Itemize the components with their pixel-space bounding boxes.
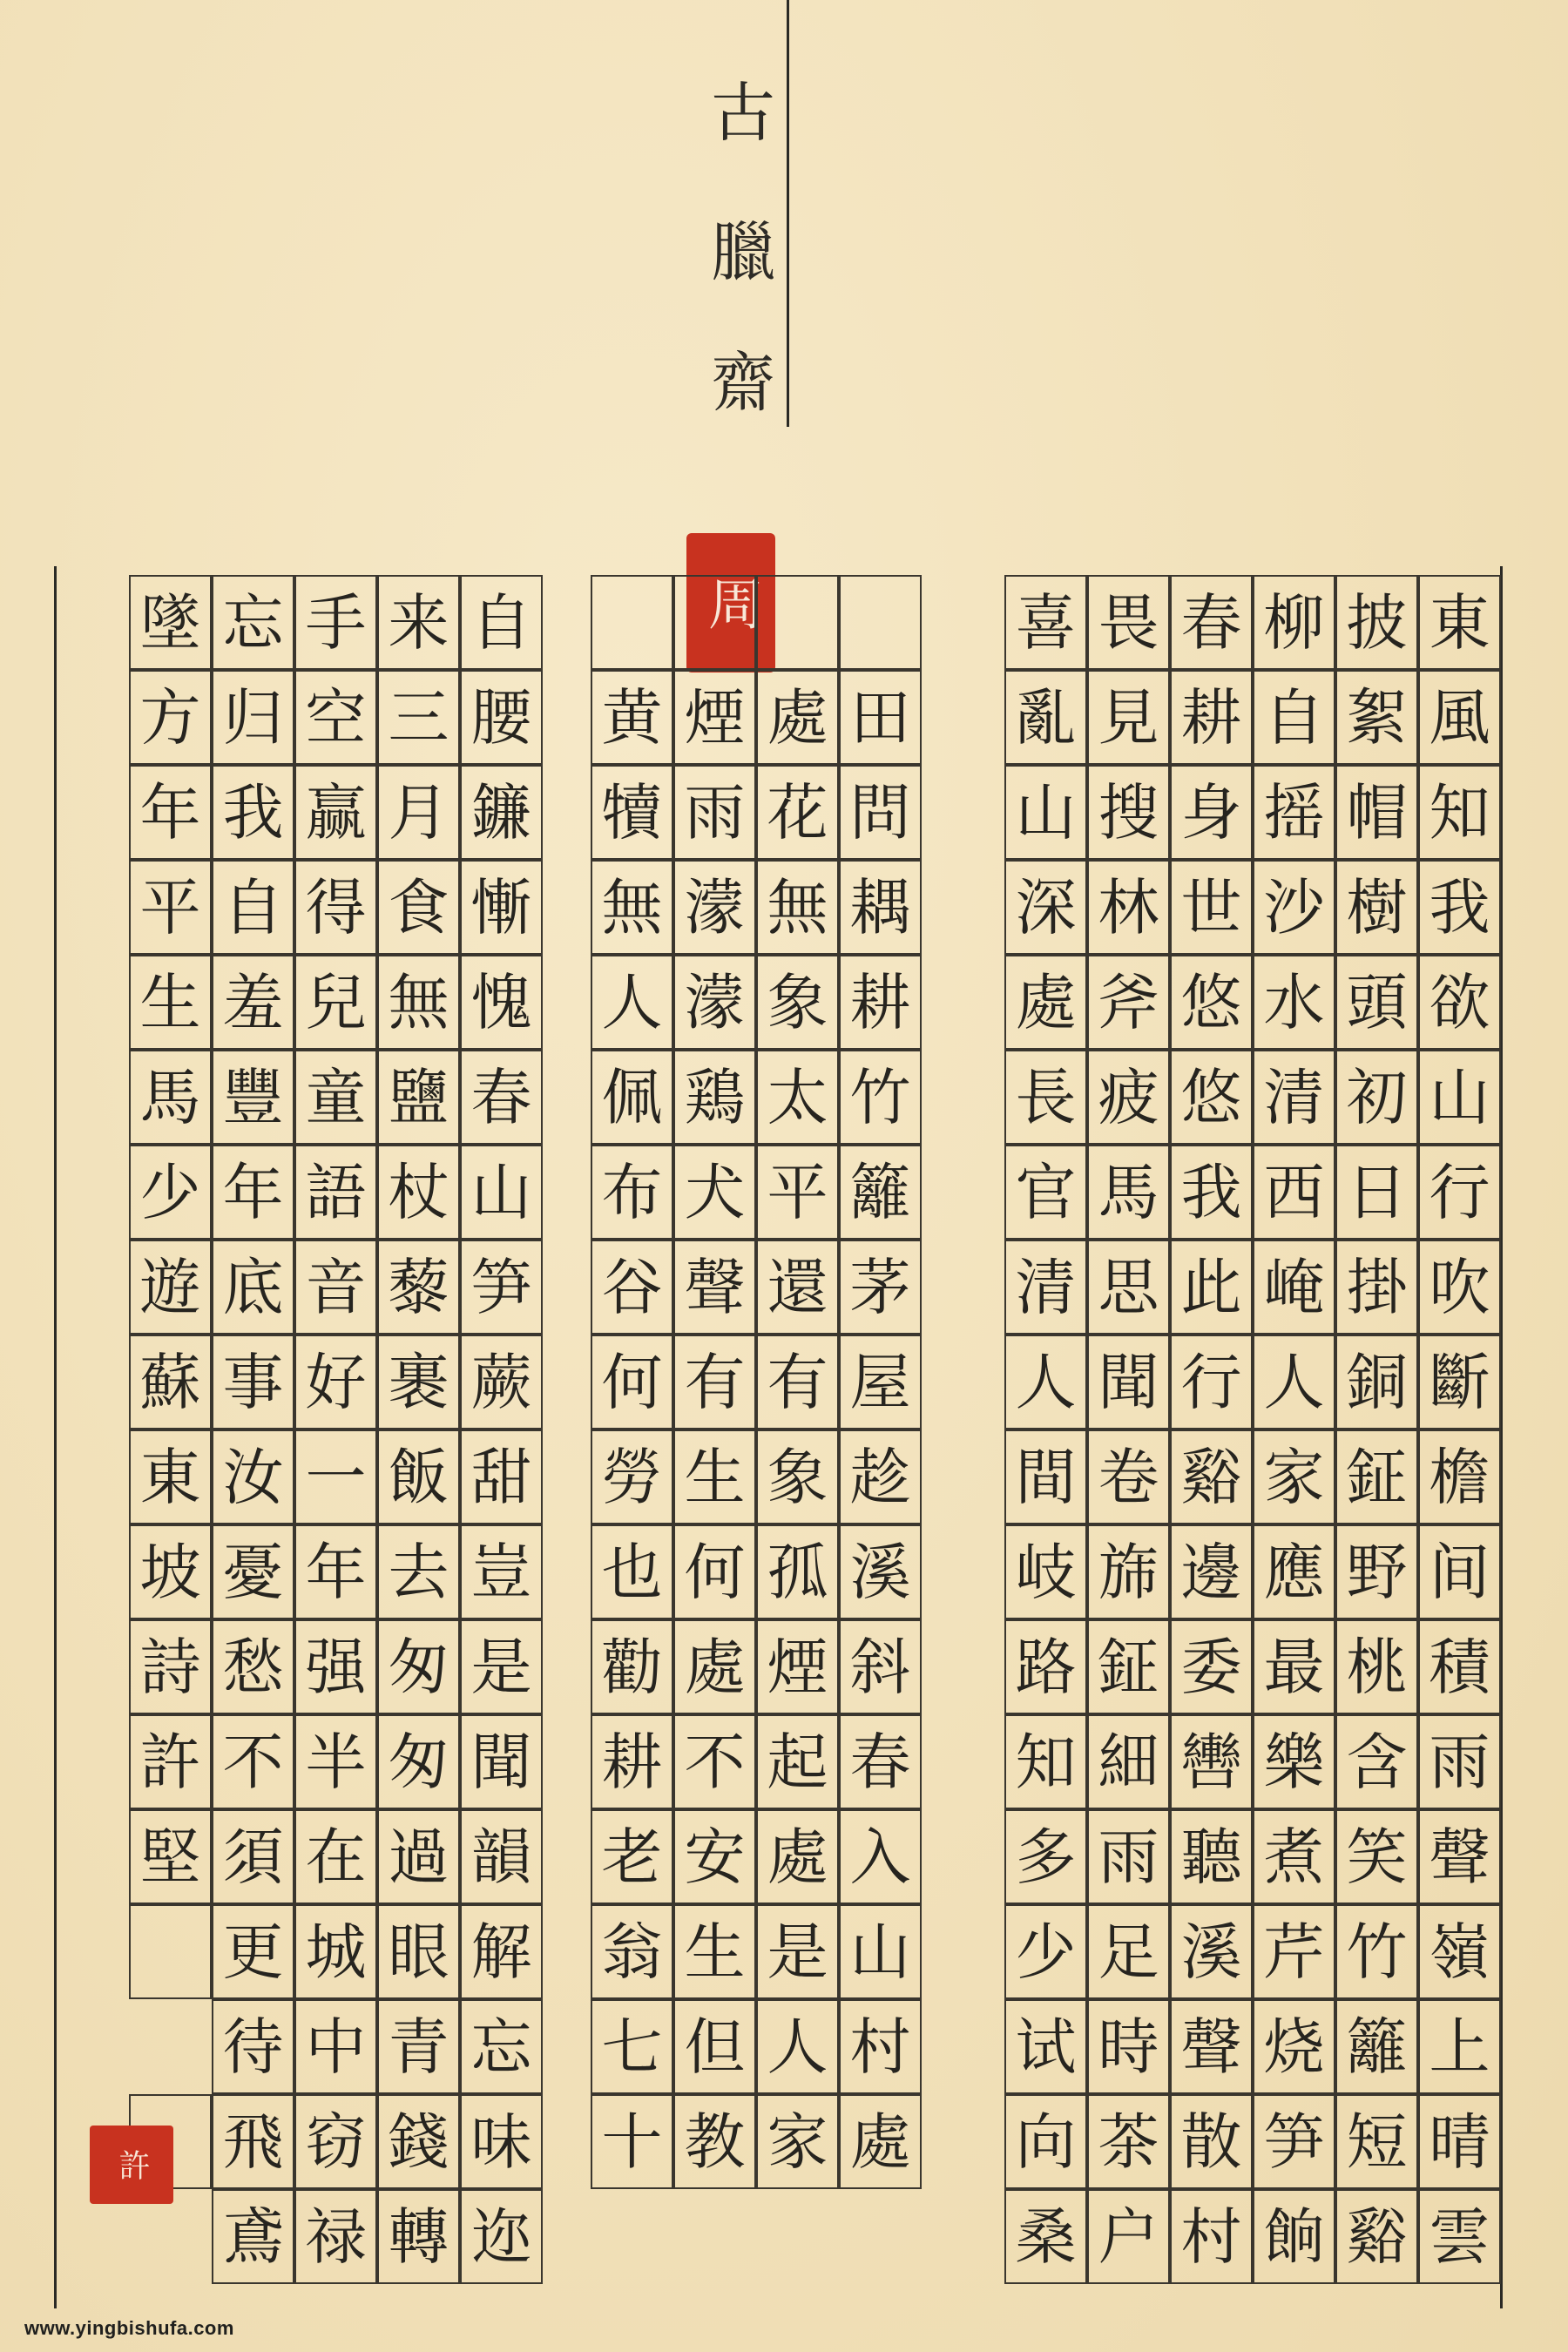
char-cell: 笑 — [1335, 1809, 1418, 1904]
char-cell: 好 — [294, 1335, 377, 1429]
char-cell: 此 — [1170, 1240, 1253, 1335]
char-cell: 樹 — [1335, 860, 1418, 955]
char-cell: 入 — [839, 1809, 922, 1904]
char-cell: 清 — [1004, 1240, 1087, 1335]
title-char-2: 臘 — [711, 215, 775, 290]
char-cell: 雨 — [1087, 1809, 1170, 1904]
char-cell: 间 — [1418, 1524, 1501, 1619]
char-cell: 路 — [1004, 1619, 1087, 1714]
char-cell: 初 — [1335, 1050, 1418, 1145]
title-char-3: 齋 — [711, 346, 775, 421]
char-cell: 匆 — [377, 1619, 460, 1714]
char-cell: 墜 — [129, 575, 212, 670]
char-cell: 斷 — [1418, 1335, 1501, 1429]
char-cell: 邊 — [1170, 1524, 1253, 1619]
char-cell: 雲 — [1418, 2189, 1501, 2284]
watermark-url: www.yingbishufa.com — [24, 2317, 234, 2339]
char-cell: 還 — [756, 1240, 839, 1335]
char-cell: 摇 — [1253, 765, 1335, 860]
char-cell: 但 — [673, 1999, 756, 2094]
char-cell: 待 — [212, 1999, 294, 2094]
char-cell: 問 — [839, 765, 922, 860]
char-cell: 强 — [294, 1619, 377, 1714]
char-cell: 腰 — [460, 670, 543, 765]
char-cell: 花 — [756, 765, 839, 860]
char-cell: 平 — [756, 1145, 839, 1240]
char-cell: 我 — [1170, 1145, 1253, 1240]
char-cell: 七 — [591, 1999, 673, 2094]
char-cell: 桃 — [1335, 1619, 1418, 1714]
char-cell: 披 — [1335, 575, 1418, 670]
char-cell: 归 — [212, 670, 294, 765]
char-cell: 轉 — [377, 2189, 460, 2284]
char-cell: 去 — [377, 1524, 460, 1619]
char-cell: 耕 — [591, 1714, 673, 1809]
char-cell: 汝 — [212, 1429, 294, 1524]
char-cell: 時 — [1087, 1999, 1170, 2094]
char-cell: 間 — [1004, 1429, 1087, 1524]
empty-cell — [839, 575, 922, 670]
char-cell: 無 — [591, 860, 673, 955]
char-cell: 我 — [1418, 860, 1501, 955]
char-cell: 悠 — [1170, 1050, 1253, 1145]
char-cell: 煙 — [756, 1619, 839, 1714]
char-cell: 事 — [212, 1335, 294, 1429]
char-cell: 豐 — [212, 1050, 294, 1145]
char-cell: 畏 — [1087, 575, 1170, 670]
char-cell: 行 — [1170, 1335, 1253, 1429]
char-cell: 耦 — [839, 860, 922, 955]
char-cell: 户 — [1087, 2189, 1170, 2284]
char-cell: 水 — [1253, 955, 1335, 1050]
char-cell: 西 — [1253, 1145, 1335, 1240]
char-cell: 東 — [1418, 575, 1501, 670]
empty-cell — [129, 1904, 212, 1999]
char-cell: 風 — [1418, 670, 1501, 765]
char-cell: 空 — [294, 670, 377, 765]
char-cell: 谷 — [591, 1240, 673, 1335]
char-cell: 翁 — [591, 1904, 673, 1999]
char-cell: 更 — [212, 1904, 294, 1999]
char-cell: 月 — [377, 765, 460, 860]
char-cell: 足 — [1087, 1904, 1170, 1999]
char-cell: 屋 — [839, 1335, 922, 1429]
char-cell: 勸 — [591, 1619, 673, 1714]
char-cell: 愁 — [212, 1619, 294, 1714]
char-cell: 教 — [673, 2094, 756, 2189]
char-cell: 餉 — [1253, 2189, 1335, 2284]
char-cell: 無 — [377, 955, 460, 1050]
empty-cell — [591, 575, 673, 670]
char-cell: 人 — [591, 955, 673, 1050]
char-cell: 有 — [756, 1335, 839, 1429]
char-cell: 疲 — [1087, 1050, 1170, 1145]
char-cell: 桑 — [1004, 2189, 1087, 2284]
char-cell: 晴 — [1418, 2094, 1501, 2189]
char-cell: 笋 — [1253, 2094, 1335, 2189]
char-cell: 樂 — [1253, 1714, 1335, 1809]
char-cell: 村 — [839, 1999, 922, 2094]
char-cell: 一 — [294, 1429, 377, 1524]
char-cell: 馬 — [1087, 1145, 1170, 1240]
char-cell: 憂 — [212, 1524, 294, 1619]
char-cell: 春 — [839, 1714, 922, 1809]
char-cell: 羞 — [212, 955, 294, 1050]
char-cell: 煙 — [673, 670, 756, 765]
char-cell: 味 — [460, 2094, 543, 2189]
char-cell: 溪 — [839, 1524, 922, 1619]
char-cell: 處 — [1004, 955, 1087, 1050]
char-cell: 谿 — [1335, 2189, 1418, 2284]
char-cell: 官 — [1004, 1145, 1087, 1240]
char-cell: 人 — [756, 1999, 839, 2094]
char-cell: 聞 — [460, 1714, 543, 1809]
char-cell: 犢 — [591, 765, 673, 860]
char-cell: 聞 — [1087, 1335, 1170, 1429]
char-cell: 也 — [591, 1524, 673, 1619]
char-cell: 生 — [129, 955, 212, 1050]
char-cell: 禄 — [294, 2189, 377, 2284]
char-cell: 堅 — [129, 1809, 212, 1904]
char-cell: 身 — [1170, 765, 1253, 860]
char-cell: 東 — [129, 1429, 212, 1524]
char-cell: 春 — [460, 1050, 543, 1145]
char-cell: 鳶 — [212, 2189, 294, 2284]
char-cell: 卷 — [1087, 1429, 1170, 1524]
char-cell: 趁 — [839, 1429, 922, 1524]
char-cell: 委 — [1170, 1619, 1253, 1714]
char-cell: 行 — [1418, 1145, 1501, 1240]
char-cell: 老 — [591, 1809, 673, 1904]
char-cell: 斜 — [839, 1619, 922, 1714]
char-cell: 自 — [212, 860, 294, 955]
char-cell: 自 — [1253, 670, 1335, 765]
char-cell: 象 — [756, 955, 839, 1050]
char-cell: 帽 — [1335, 765, 1418, 860]
char-cell: 濛 — [673, 860, 756, 955]
char-cell: 笋 — [460, 1240, 543, 1335]
char-cell: 村 — [1170, 2189, 1253, 2284]
char-cell: 詩 — [129, 1619, 212, 1714]
char-cell: 鉦 — [1087, 1619, 1170, 1714]
char-cell: 林 — [1087, 860, 1170, 955]
char-cell: 檐 — [1418, 1429, 1501, 1524]
char-cell: 鐮 — [460, 765, 543, 860]
char-cell: 杖 — [377, 1145, 460, 1240]
char-cell: 過 — [377, 1809, 460, 1904]
char-cell: 向 — [1004, 2094, 1087, 2189]
char-cell: 遊 — [129, 1240, 212, 1335]
char-cell: 生 — [673, 1429, 756, 1524]
char-cell: 我 — [212, 765, 294, 860]
char-cell: 柳 — [1253, 575, 1335, 670]
empty-cell — [756, 575, 839, 670]
char-cell: 竹 — [839, 1050, 922, 1145]
char-cell: 掛 — [1335, 1240, 1418, 1335]
char-cell: 青 — [377, 1999, 460, 2094]
char-cell: 蕨 — [460, 1335, 543, 1429]
char-cell: 甜 — [460, 1429, 543, 1524]
char-cell: 家 — [1253, 1429, 1335, 1524]
char-cell: 窃 — [294, 2094, 377, 2189]
char-cell: 短 — [1335, 2094, 1418, 2189]
char-cell: 黄 — [591, 670, 673, 765]
char-cell: 食 — [377, 860, 460, 955]
char-cell: 年 — [212, 1145, 294, 1240]
char-cell: 山 — [839, 1904, 922, 1999]
char-cell: 眼 — [377, 1904, 460, 1999]
char-cell: 散 — [1170, 2094, 1253, 2189]
char-cell: 頭 — [1335, 955, 1418, 1050]
char-cell: 平 — [129, 860, 212, 955]
char-cell: 裹 — [377, 1335, 460, 1429]
char-cell: 方 — [129, 670, 212, 765]
char-cell: 不 — [673, 1714, 756, 1809]
char-cell: 旆 — [1087, 1524, 1170, 1619]
char-cell: 中 — [294, 1999, 377, 2094]
char-cell: 積 — [1418, 1619, 1501, 1714]
char-cell: 聽 — [1170, 1809, 1253, 1904]
char-cell: 日 — [1335, 1145, 1418, 1240]
char-cell: 耕 — [839, 955, 922, 1050]
char-cell: 須 — [212, 1809, 294, 1904]
char-cell: 山 — [1004, 765, 1087, 860]
char-cell: 聲 — [673, 1240, 756, 1335]
char-cell: 上 — [1418, 1999, 1501, 2094]
char-cell: 最 — [1253, 1619, 1335, 1714]
char-cell: 知 — [1004, 1714, 1087, 1809]
char-cell: 搜 — [1087, 765, 1170, 860]
char-cell: 何 — [673, 1524, 756, 1619]
char-cell: 語 — [294, 1145, 377, 1240]
char-cell: 聲 — [1418, 1809, 1501, 1904]
char-cell: 雨 — [673, 765, 756, 860]
char-cell: 勞 — [591, 1429, 673, 1524]
char-cell: 在 — [294, 1809, 377, 1904]
char-cell: 底 — [212, 1240, 294, 1335]
char-cell: 太 — [756, 1050, 839, 1145]
char-cell: 家 — [756, 2094, 839, 2189]
char-cell: 愧 — [460, 955, 543, 1050]
char-cell: 細 — [1087, 1714, 1170, 1809]
char-cell: 安 — [673, 1809, 756, 1904]
char-cell: 清 — [1253, 1050, 1335, 1145]
red-seal-small: 許 — [90, 2126, 173, 2204]
char-cell: 濛 — [673, 955, 756, 1050]
char-cell: 是 — [460, 1619, 543, 1714]
red-seal-large: 周 — [686, 533, 775, 672]
char-cell: 馬 — [129, 1050, 212, 1145]
char-cell: 匆 — [377, 1714, 460, 1809]
char-cell: 無 — [756, 860, 839, 955]
char-cell: 人 — [1253, 1335, 1335, 1429]
char-cell: 犬 — [673, 1145, 756, 1240]
char-cell: 是 — [756, 1904, 839, 1999]
char-cell: 半 — [294, 1714, 377, 1809]
char-cell: 應 — [1253, 1524, 1335, 1619]
char-cell: 雨 — [1418, 1714, 1501, 1809]
char-cell: 赢 — [294, 765, 377, 860]
char-cell: 欲 — [1418, 955, 1501, 1050]
char-cell: 喜 — [1004, 575, 1087, 670]
char-cell: 亂 — [1004, 670, 1087, 765]
char-cell: 聲 — [1170, 1999, 1253, 2094]
char-cell: 忘 — [460, 1999, 543, 2094]
char-cell: 轡 — [1170, 1714, 1253, 1809]
char-cell: 煮 — [1253, 1809, 1335, 1904]
char-cell: 深 — [1004, 860, 1087, 955]
char-cell: 籬 — [839, 1145, 922, 1240]
char-cell: 谿 — [1170, 1429, 1253, 1524]
char-cell: 少 — [1004, 1904, 1087, 1999]
char-cell: 絮 — [1335, 670, 1418, 765]
char-cell: 悠 — [1170, 955, 1253, 1050]
char-cell: 手 — [294, 575, 377, 670]
char-cell: 山 — [460, 1145, 543, 1240]
char-cell: 耕 — [1170, 670, 1253, 765]
char-cell: 沙 — [1253, 860, 1335, 955]
char-cell: 處 — [673, 1619, 756, 1714]
char-cell: 藜 — [377, 1240, 460, 1335]
char-cell: 見 — [1087, 670, 1170, 765]
char-cell: 野 — [1335, 1524, 1418, 1619]
char-cell: 長 — [1004, 1050, 1087, 1145]
char-cell: 生 — [673, 1904, 756, 1999]
char-cell: 城 — [294, 1904, 377, 1999]
char-cell: 佩 — [591, 1050, 673, 1145]
char-cell: 有 — [673, 1335, 756, 1429]
char-cell: 烧 — [1253, 1999, 1335, 2094]
empty-cell — [673, 575, 756, 670]
char-cell: 鉦 — [1335, 1429, 1418, 1524]
char-cell: 试 — [1004, 1999, 1087, 2094]
char-cell: 少 — [129, 1145, 212, 1240]
char-cell: 年 — [129, 765, 212, 860]
char-cell: 自 — [460, 575, 543, 670]
char-cell: 音 — [294, 1240, 377, 1335]
char-cell: 兒 — [294, 955, 377, 1050]
frame-left-rule — [54, 566, 57, 2308]
char-cell: 忘 — [212, 575, 294, 670]
char-cell: 来 — [377, 575, 460, 670]
char-cell: 坡 — [129, 1524, 212, 1619]
char-cell: 茶 — [1087, 2094, 1170, 2189]
char-cell: 田 — [839, 670, 922, 765]
char-cell: 崦 — [1253, 1240, 1335, 1335]
char-cell: 嶺 — [1418, 1904, 1501, 1999]
char-cell: 竹 — [1335, 1904, 1418, 1999]
char-cell: 芹 — [1253, 1904, 1335, 1999]
char-cell: 山 — [1418, 1050, 1501, 1145]
char-cell: 孤 — [756, 1524, 839, 1619]
char-cell: 鹽 — [377, 1050, 460, 1145]
char-cell: 籬 — [1335, 1999, 1418, 2094]
char-cell: 鶏 — [673, 1050, 756, 1145]
char-cell: 思 — [1087, 1240, 1170, 1335]
char-cell: 許 — [129, 1714, 212, 1809]
char-cell: 處 — [839, 2094, 922, 2189]
char-cell: 錢 — [377, 2094, 460, 2189]
title-divider-line — [787, 0, 789, 427]
char-cell: 人 — [1004, 1335, 1087, 1429]
char-cell: 布 — [591, 1145, 673, 1240]
char-cell: 童 — [294, 1050, 377, 1145]
char-cell: 含 — [1335, 1714, 1418, 1809]
char-cell: 起 — [756, 1714, 839, 1809]
char-cell: 飛 — [212, 2094, 294, 2189]
char-cell: 不 — [212, 1714, 294, 1809]
char-cell: 三 — [377, 670, 460, 765]
char-cell: 多 — [1004, 1809, 1087, 1904]
char-cell: 溪 — [1170, 1904, 1253, 1999]
char-cell: 豈 — [460, 1524, 543, 1619]
char-cell: 岐 — [1004, 1524, 1087, 1619]
char-cell: 解 — [460, 1904, 543, 1999]
char-cell: 世 — [1170, 860, 1253, 955]
char-cell: 斧 — [1087, 955, 1170, 1050]
char-cell: 得 — [294, 860, 377, 955]
char-cell: 春 — [1170, 575, 1253, 670]
char-cell: 蘇 — [129, 1335, 212, 1429]
char-cell: 處 — [756, 670, 839, 765]
char-cell: 茅 — [839, 1240, 922, 1335]
char-cell: 慚 — [460, 860, 543, 955]
char-cell: 年 — [294, 1524, 377, 1619]
char-cell: 十 — [591, 2094, 673, 2189]
char-cell: 吹 — [1418, 1240, 1501, 1335]
char-cell: 飯 — [377, 1429, 460, 1524]
char-cell: 知 — [1418, 765, 1501, 860]
char-cell: 處 — [756, 1809, 839, 1904]
char-cell: 象 — [756, 1429, 839, 1524]
char-cell: 迩 — [460, 2189, 543, 2284]
title-char-1: 古 — [711, 76, 775, 151]
char-cell: 何 — [591, 1335, 673, 1429]
char-cell: 韻 — [460, 1809, 543, 1904]
char-cell: 銅 — [1335, 1335, 1418, 1429]
